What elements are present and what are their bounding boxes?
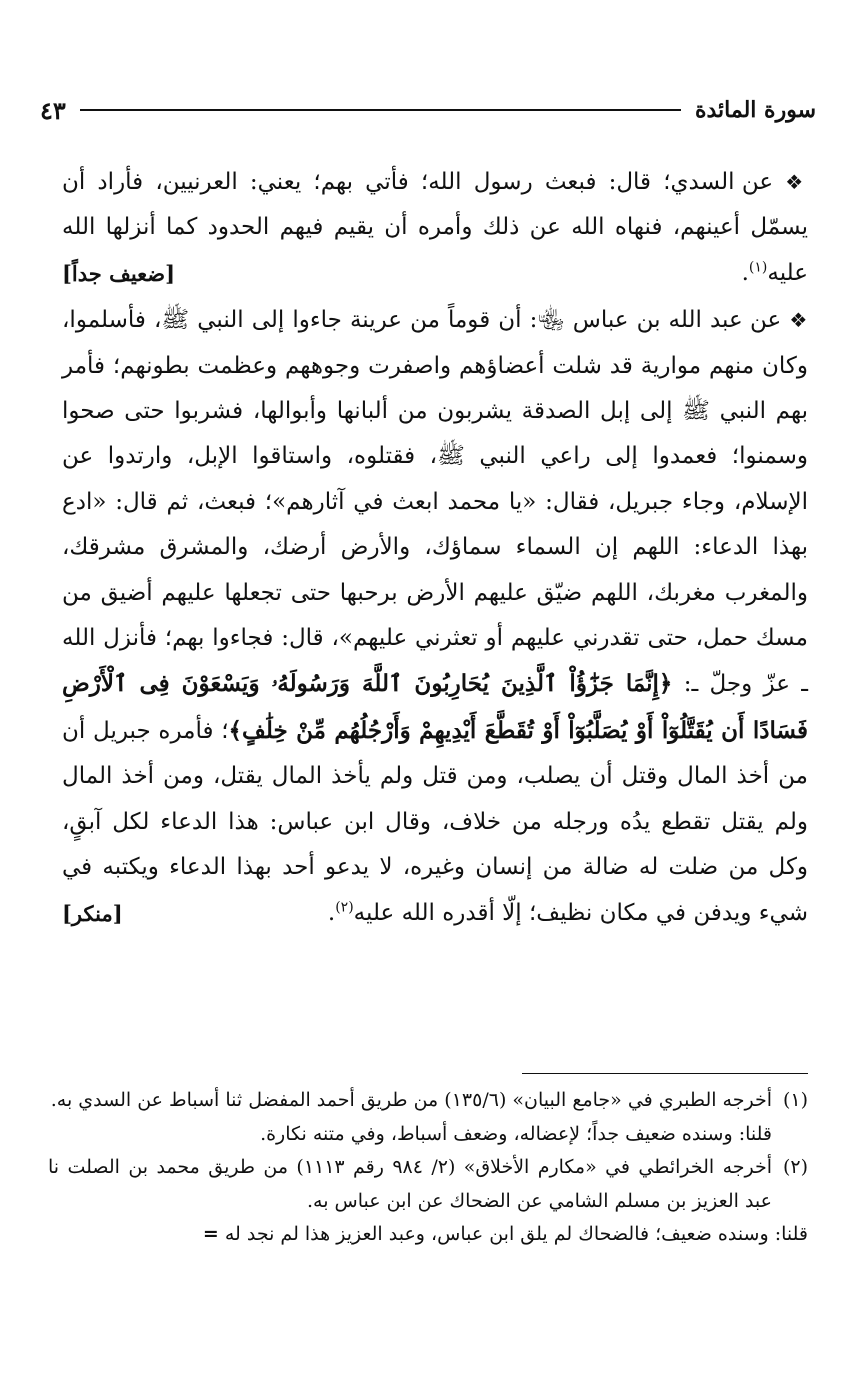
narration-end: . <box>327 899 336 926</box>
footnote-text: أخرجه الطبري في «جامع البيان» (١٣٥/٦) من طريق أحمد المفضل ثنا أسباط عن السدي به. <box>50 1089 772 1111</box>
narration-2 <box>62 298 808 936</box>
header-rule <box>80 109 681 111</box>
narration-1 <box>62 160 808 296</box>
narration-text-continued: ؛ فأمره جبريل أن من أخذ المال وقتل أن يصلب، ومن قتل ولم يأخذ المال يقتل، ومن أخذ المال ولم يقتل تقطع يدُه ورجله من خلاف، وقال ابن عباس: هذا الدعاء لكل آبقٍ، وكل من ضلت له ضالة من إنسان وغيره، لا يدعو أحد بهذا الدعاء ويكتبه في شيء ويدفن في مكان نظيف؛ إلّا أقدره الله عليه <box>62 717 808 926</box>
footnote-separator <box>522 1073 808 1074</box>
continuation-mark: = <box>202 1223 219 1245</box>
footnote-ref: (٢) <box>335 898 354 915</box>
bullet-diamond-icon: ❖ <box>789 308 808 333</box>
footnote-comment-text: قلنا: وسنده ضعيف؛ فالضحاك لم يلق ابن عباس، وعبد العزيز هذا لم نجد له <box>224 1223 808 1245</box>
hadith-grade: [ضعيف جداً] <box>62 260 176 286</box>
footnote-comment: قلنا: وسنده ضعيف جداً؛ لإعضاله، وضعف أسباط، وفي متنه نكارة. <box>260 1122 772 1145</box>
footnotes <box>48 1084 808 1252</box>
footnote-text: أخرجه الخرائطي في «مكارم الأخلاق» (٢/ ٩٨٤ رقم ١١١٣) من طريق محمد بن الصلت نا عبد العزيز بن مسلم الشامي عن الضحاك عن ابن عباس به. <box>48 1156 773 1212</box>
page-header <box>40 92 816 128</box>
footnote-comment <box>48 1218 808 1252</box>
quran-verse: ﴿إِنَّمَا جَزَٰٓؤُاْ ٱلَّذِينَ يُحَارِبُونَ ٱللَّهَ وَرَسُولَهُۥ وَيَسْعَوْنَ فِى ٱلْأَرْضِ فَسَادًا أَن يُقَتَّلُوٓاْ أَوْ يُصَلَّبُوٓاْ أَوْ تُقَطَّعَ أَيْدِيهِمْ وَأَرْجُلُهُم مِّنْ خِلَٰفٍ﴾ <box>62 670 808 744</box>
footnote-1 <box>48 1084 808 1118</box>
narration-text: عن عبد الله بن عباس ﵄: أن قوماً من عرينة جاءوا إلى النبي ﷺ، فأسلموا، وكان منهم موارية قد شلت أعضاؤهم واصفرت وجوههم وعظمت بطونهم؛ فأمر بهم النبي ﷺ إلى إبل الصدقة يشربون من ألبانها وأبوالها، فشربوا حتى صحوا وسمنوا؛ فعمدوا إلى راعي النبي ﷺ، فقتلوه، واستاقوا الإبل، وارتدوا عن الإسلام، وجاء جبريل، فقال: «يا محمد ابعث في آثارهم»؛ فبعث، ثم قال: «ادع بهذا الدعاء: اللهم إن السماء سماؤك، والأرض أرضك، والمشرق مشرقك، والمغرب مغربك، اللهم ضيّق عليهم الأرض برحبها حتى تجعلها عليهم أضيق من مسك حمل، حتى تقدرني عليهم أو تعثرني عليهم»، قال: فجاءوا بهم؛ فأنزل الله ـ عزّ وجلّ ـ: <box>62 307 808 698</box>
page-body <box>62 160 808 938</box>
footnote-number: (٢) <box>782 1156 808 1178</box>
surah-title: سورة المائدة <box>694 97 816 123</box>
footnote-number: (١) <box>782 1089 808 1111</box>
narration-text: عن السدي؛ قال: فبعث رسول الله؛ فأتي بهم؛ يعني: العرنيين، فأراد أن يسمّل أعينهم، فنهاه الله عن ذلك وأمره أن يقيم فيهم الحدود كما أنزلها الله عليه <box>62 169 808 286</box>
narration-end: . <box>741 259 749 286</box>
footnote-2 <box>48 1151 808 1218</box>
page-number: ٤٣ <box>40 95 66 125</box>
bullet-diamond-icon: ❖ <box>785 170 808 194</box>
hadith-grade: [منكر] <box>62 900 123 926</box>
footnote-ref: (١) <box>748 259 768 276</box>
